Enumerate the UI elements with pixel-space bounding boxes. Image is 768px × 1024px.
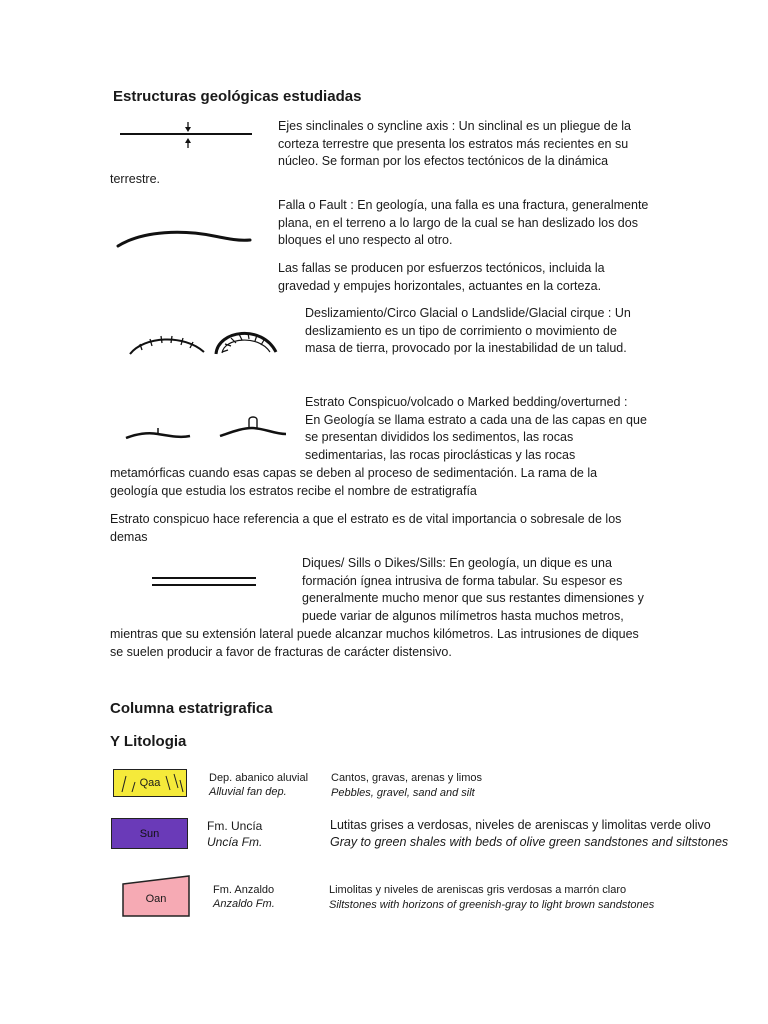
legend-desc-sun (330, 817, 750, 851)
text-line: sedimentarias, las rocas piroclásticas y las rocas (305, 447, 576, 462)
marked-bedding-symbol (124, 422, 194, 444)
text-line: demas (110, 529, 148, 544)
text-line: Falla o Fault : En geología, una falla es una fractura, generalmente (278, 198, 649, 212)
text-line: se presentan divididos los sedimentos, las rocas (305, 430, 574, 444)
formation-name-en: Anzaldo Fm. (213, 898, 275, 910)
text-line: deslizamiento es un tipo de corrimiento o movimiento de (305, 323, 617, 338)
legend-code: Sun (139, 827, 160, 840)
column-heading: Columna estatrigrafica (110, 700, 273, 717)
text-line: bloques el uno respecto al otro. (278, 233, 453, 247)
description-es: Lutitas grises a verdosas, niveles de areniscas y limolitas verde olivo (330, 818, 711, 832)
fault-symbol (114, 222, 254, 252)
text-line: En Geología se llama estrato a cada una de las capas en que (305, 412, 647, 427)
legend-name-oan (213, 883, 275, 911)
syncline-description-tail: terrestre. (110, 172, 161, 186)
landslide-symbol (126, 330, 210, 358)
bedding-description-tail (110, 465, 690, 500)
text-line: plana, en el terreno a lo largo de la cual se han deslizado los dos (278, 215, 638, 230)
text-line: núcleo. Se forman por los efectos tectónicos de la dinámica (278, 154, 609, 168)
formation-name-en: Uncía Fm. (207, 835, 263, 849)
description-en: Pebbles, gravel, sand and silt (331, 787, 475, 799)
bedding-note (110, 511, 690, 546)
legend-name-sun (207, 818, 262, 850)
description-en: Siltstones with horizons of greenish-gray to light brown sandstones (329, 899, 655, 911)
text-line: Ejes sinclinales o syncline axis : Un sinclinal es un pliegue de la (278, 119, 631, 133)
page-title: Estructuras geológicas estudiadas (113, 88, 362, 105)
text-line: mientras que su extensión lateral puede alcanzar muchos kilómetros. Las intrusiones de diques (110, 627, 639, 641)
formation-name-en: Alluvial fan dep. (209, 786, 287, 798)
text-line: Las fallas se producen por esfuerzos tectónicos, incluida la (278, 261, 605, 275)
fault-causes (278, 260, 678, 295)
legend-desc-qaa (331, 771, 482, 801)
text-line: formación ígnea intrusiva de forma tabular. Su espesor es (302, 573, 623, 588)
legend-desc-oan (329, 883, 654, 913)
dikes-description-tail (110, 626, 700, 661)
legend-code-oan: Oan (145, 893, 167, 905)
dikes-description (302, 555, 682, 625)
landslide-description (305, 305, 675, 358)
text-line: puede variar de algunos milímetros hasta muchos metros, (302, 608, 624, 623)
description-en: Gray to green shales with beds of olive green sandstones and siltstones (330, 835, 729, 849)
legend-name-qaa (209, 771, 308, 799)
bedding-description (305, 394, 675, 464)
overturned-bedding-symbol (218, 412, 290, 442)
syncline-axis-symbol (118, 118, 258, 154)
fault-description (278, 197, 678, 250)
text-line: Diques/ Sills o Dikes/Sills: En geología, un dique es una (302, 556, 612, 570)
text-line: geología que estudia los estratos recibe el nombre de estratigrafía (110, 483, 477, 498)
description-es: Limolitas y niveles de areniscas gris verdosas a marrón claro (329, 884, 627, 896)
syncline-description (278, 118, 668, 171)
text-line: Deslizamiento/Circo Glacial o Landslide/Glacial cirque : Un (305, 306, 631, 320)
legend-box-qaa (113, 769, 187, 797)
description-es: Cantos, gravas, arenas y limos (331, 772, 483, 784)
text-line: gravedad y empujes horizontales, actuantes en la corteza. (278, 278, 602, 293)
legend-box-sun (111, 818, 188, 849)
formation-name-es: Fm. Uncía (207, 819, 263, 833)
text-line: generalmente mucho menor que sus restantes dimensiones y (302, 591, 644, 605)
text-line: metamórficas cuando esas capas se deben al proceso de sedimentación. La rama de la (110, 466, 598, 480)
text-line: masa de tierra, provocado por la inestabilidad de un talud. (305, 341, 627, 355)
text-line: se suelen producir a favor de fracturas de carácter distensivo. (110, 644, 452, 659)
lithology-heading: Y Litologia (110, 733, 187, 750)
text-line: corteza terrestre que presenta los estratos más recientes en su (278, 136, 629, 151)
legend-code: Qaa (139, 777, 161, 789)
formation-name-es: Fm. Anzaldo (213, 884, 275, 896)
text-line: Estrato conspicuo hace referencia a que el estrato es de vital importancia o sobresale de los (110, 512, 622, 526)
text-line: Estrato Conspicuo/volcado o Marked bedding/overturned : (305, 395, 628, 409)
glacial-cirque-symbol (212, 326, 282, 358)
dikes-sills-symbol (150, 575, 260, 589)
formation-name-es: Dep. abanico aluvial (209, 772, 309, 784)
